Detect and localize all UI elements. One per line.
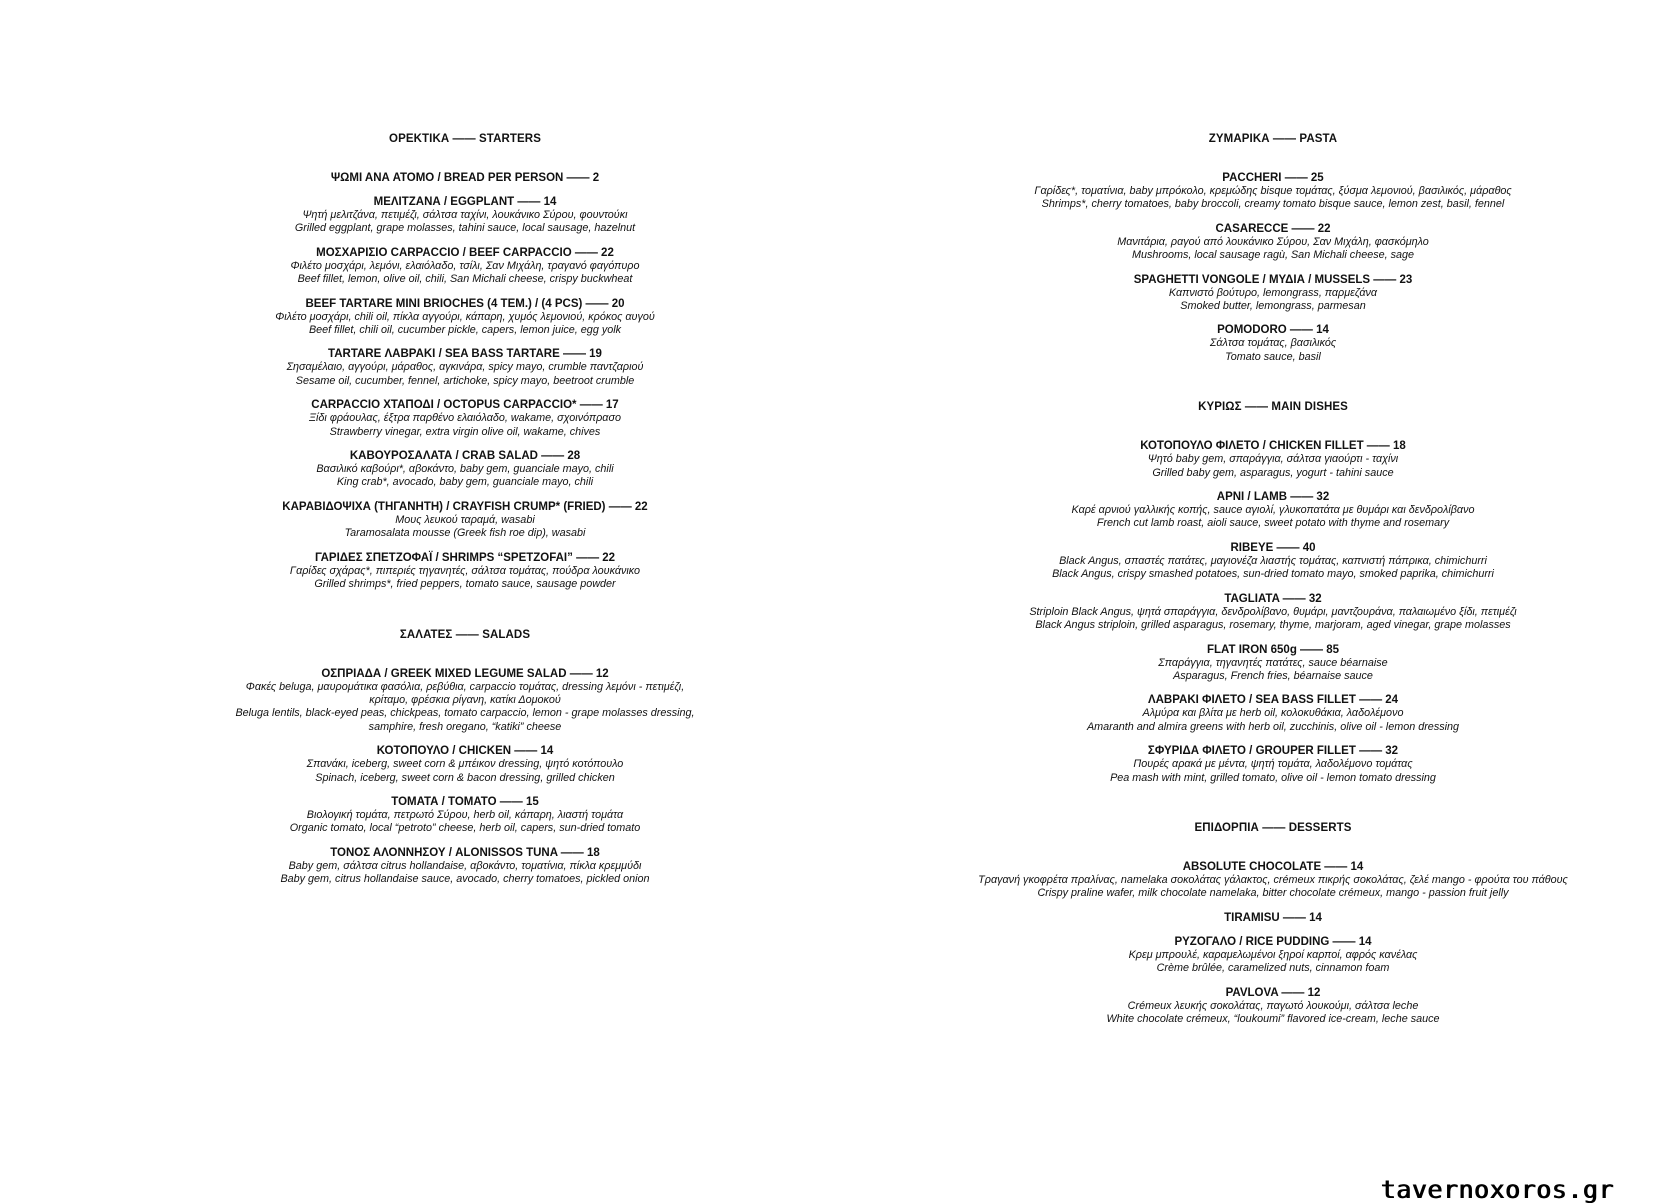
menu-item-title: SPAGHETTI VONGOLE / ΜΥΔΙΑ / MUSSELS —— 23 [1133, 273, 1413, 286]
menu-item-description: Amaranth and almira greens with herb oil, zucchinis, olive oil - lemon dressing [1086, 720, 1460, 733]
menu-item-title: ABSOLUTE CHOCOLATE —— 14 [1182, 860, 1364, 873]
menu-item [60, 744, 870, 785]
menu-item-title: ΚΑΡΑΒΙΔΟΨΙΧΑ (ΤΗΓΑΝΗΤΗ) / CRAYFISH CRUMP* (FRIED) —— 22 [282, 500, 648, 513]
menu-item-description: Τραγανή γκοφρέτα πραλίνας, namelaka σοκολάτας γάλακτος, crémeux πικρής σοκολάτας, ζελέ mango - φρούτα του πάθους [978, 873, 1568, 886]
menu-item [60, 551, 870, 592]
menu-item [60, 795, 870, 836]
menu-item-description: Black Angus, crispy smashed potatoes, sun-dried tomato mayo, smoked paprika, chimichurri [1052, 568, 1494, 581]
menu-item [60, 297, 870, 338]
section-title: ΚΥΡΙΩΣ —— MAIN DISHES [1198, 401, 1348, 414]
menu-item-description: Αλμύρα και βλίτα με herb oil, κολοκυθάκια, λαδολέμονο [1142, 707, 1404, 720]
menu-item [858, 171, 1663, 212]
menu-item-title: POMODORO —— 14 [1217, 324, 1329, 337]
menu-column-right [858, 132, 1663, 1036]
menu-item-title: ΜΕΛΙΤΖΑΝΑ / EGGPLANT —— 14 [373, 196, 557, 208]
menu-item-description: Ξίδι φράουλας, έξτρα παρθένο ελαιόλαδο, wakame, σχοινόπρασο [309, 412, 621, 425]
menu-item-title: FLAT IRON 650g —— 85 [1206, 643, 1340, 656]
section-spacer [60, 602, 870, 628]
section-title: ΕΠΙΔΟΡΠΙΑ —— DESSERTS [1194, 821, 1352, 834]
menu-item-title: PACCHERI —— 25 [1222, 172, 1324, 184]
section-title: ΟΡΕΚΤΙΚΑ —— STARTERS [389, 133, 541, 145]
menu-item-description: Καπνιστό βούτυρο, lemongrass, παρμεζάνα [1168, 286, 1378, 299]
menu-item-description: French cut lamb roast, aioli sauce, sweet potato with thyme and rosemary [1096, 517, 1450, 530]
menu-item-description: Crispy praline wafer, milk chocolate namelaka, bitter chocolate crémeux, mango - passion fruit jelly [1037, 887, 1509, 900]
menu-item-description: Smoked butter, lemongrass, parmesan [1180, 300, 1366, 313]
menu-item-title: ΤΟΝΟΣ ΑΛΟΝΝΗΣΟΥ / ALONISSOS TUNA —— 18 [330, 846, 600, 859]
menu-section [858, 400, 1663, 785]
section-title: ΣΑΛΑΤΕΣ —— SALADS [399, 628, 531, 641]
menu-item-description: Asparagus, French fries, béarnaise sauce [1173, 669, 1373, 682]
menu-item [60, 347, 870, 388]
menu-item-description: κρίταμο, φρέσκια ρίγανη, κατίκι Δομοκού [369, 693, 561, 706]
menu-item-description: Organic tomato, local “petroto” cheese, herb oil, capers, sun-dried tomato [289, 822, 641, 835]
menu-item-title: BEEF TARTARE MINI BRIOCHES (4 ΤΕΜ.) / (4 PCS) —— 20 [305, 297, 625, 310]
menu-item-description: Ψητή μελιτζάνα, πετιμέζι, σάλτσα ταχίνι, λουκάνικο Σύρου, φουντούκι [302, 209, 628, 221]
menu-item [858, 744, 1663, 785]
menu-item-description: Βιολογική τομάτα, πετρωτό Σύρου, herb oil, κάπαρη, λιαστή τομάτα [306, 808, 624, 821]
menu-item [60, 246, 870, 287]
menu-item-description: Σησαμέλαιο, αγγούρι, μάραθος, αγκινάρα, spicy mayo, crumble παντζαριού [286, 361, 644, 374]
menu-item-description: Baby gem, citrus hollandaise sauce, avocado, cherry tomatoes, pickled onion [280, 873, 650, 886]
menu-item-description: Καρέ αρνιού γαλλικής κοπής, sauce αγιολί, γλυκοπατάτα με θυμάρι και δενδρολίβανο [1071, 504, 1475, 517]
menu-item-title: ΣΦΥΡΙΔΑ ΦΙΛΕΤΟ / GROUPER FILLET —— 32 [1147, 745, 1399, 758]
menu-item-description: King crab*, avocado, baby gem, guanciale mayo, chili [336, 476, 594, 489]
menu-section [858, 821, 1663, 1026]
menu-item [60, 171, 870, 185]
menu-item [60, 667, 870, 735]
menu-item-description: Crémeux λευκής σοκολάτας, παγωτό λουκούμι, σάλτσα leche [1127, 999, 1419, 1012]
section-spacer [858, 795, 1663, 821]
menu-item-description: Μους λευκού ταραμά, wasabi [395, 513, 535, 526]
menu-item [858, 541, 1663, 582]
menu-item-description: Taramosalata mousse (Greek fish roe dip), wasabi [344, 527, 586, 540]
menu-item-title: TARTARE ΛΑΒΡΑΚΙ / SEA BASS TARTARE —— 19 [328, 348, 602, 361]
menu-item-description: Ψητό baby gem, σπαράγγια, σάλτσα γιαούρτι - ταχίνι [1147, 453, 1399, 466]
menu-item-description: Grilled baby gem, asparagus, yogurt - tahini sauce [1152, 466, 1394, 479]
menu-item-description: Γαρίδες σχάρας*, πιπεριές τηγανητές, σάλτσα τομάτας, πούδρα λουκάνικο [289, 564, 641, 577]
menu-item-description: Σπανάκι, iceberg, sweet corn & μπέικον dressing, ψητό κοτόπουλο [306, 758, 624, 771]
menu-item [858, 693, 1663, 734]
menu-item-title: ΜΟΣΧΑΡΙΣΙΟ CARPACCIO / BEEF CARPACCIO —— 22 [316, 246, 614, 259]
menu-item-description: Striploin Black Angus, ψητά σπαράγγια, δενδρολίβανο, θυμάρι, μαντζουράνα, παλαιωμένο ξίδι, πετιμέζι [1029, 605, 1517, 618]
menu-item-title: ΡΥΖΟΓΑΛΟ / RICE PUDDING —— 14 [1174, 935, 1372, 948]
menu-item-title: ΛΑΒΡΑΚΙ ΦΙΛΕΤΟ / SEA BASS FILLET —— 24 [1147, 694, 1399, 707]
menu-item-description: Σπαράγγια, τηγανητές πατάτες, sauce béarnaise [1158, 656, 1388, 669]
menu-section [858, 132, 1663, 364]
menu-item [858, 643, 1663, 684]
menu-item-description: Βασιλικό καβούρι*, αβοκάντο, baby gem, guanciale mayo, chili [316, 463, 614, 476]
menu-item-description: Κρεμ μπρουλέ, καραμελωμένοι ξηροί καρποί, αφρός κανέλας [1128, 948, 1418, 961]
menu-item [858, 986, 1663, 1027]
menu-item [60, 846, 870, 887]
menu-item-description: Mushrooms, local sausage ragù, San Michali cheese, sage [1131, 249, 1415, 262]
menu-item-description: Crème brûlée, caramelized nuts, cinnamon foam [1156, 962, 1390, 975]
menu-item [858, 592, 1663, 633]
menu-item-title: ΚΑΒΟΥΡΟΣΑΛΑΤΑ / CRAB SALAD —— 28 [349, 450, 581, 463]
menu-section [60, 628, 870, 887]
section-spacer [858, 374, 1663, 400]
menu-item [858, 273, 1663, 314]
menu-item [858, 860, 1663, 901]
menu-item [60, 500, 870, 541]
menu-item-description: Sesame oil, cucumber, fennel, artichoke, spicy mayo, beetroot crumble [295, 374, 635, 387]
menu-item-description: Πουρές αρακά με μέντα, ψητή τομάτα, λαδολέμονο τομάτας [1133, 758, 1413, 771]
menu-item [858, 490, 1663, 531]
menu-item-description: Σάλτσα τομάτας, βασιλικός [1209, 337, 1337, 350]
menu-section [60, 132, 870, 592]
menu-item [60, 195, 870, 236]
menu-item-title: PAVLOVA —— 12 [1225, 986, 1321, 999]
menu-item-description: Black Angus striploin, grilled asparagus, rosemary, thyme, marjoram, aged vinegar, grape molasses [1035, 619, 1511, 632]
menu-item-description: Grilled eggplant, grape molasses, tahini sauce, local sausage, hazelnut [294, 222, 636, 235]
menu-column-left [60, 132, 870, 897]
menu-item-description: White chocolate crémeux, “loukoumi” flavored ice-cream, leche sauce [1106, 1012, 1440, 1025]
menu-item-title: CARPACCIO ΧΤΑΠΟΔΙ / OCTOPUS CARPACCIO* —— 17 [311, 399, 619, 412]
menu-item-title: ΟΣΠΡΙΑΔΑ / GREEK MIXED LEGUME SALAD —— 12 [321, 667, 609, 680]
menu-item-description: Beef fillet, lemon, olive oil, chili, San Michali cheese, crispy buckwheat [297, 273, 633, 286]
menu-item-description: Pea mash with mint, grilled tomato, olive oil - lemon tomato dressing [1110, 771, 1436, 784]
menu-item-title: CASARECCE —— 22 [1215, 222, 1331, 235]
menu-item-description: Beef fillet, chili oil, cucumber pickle, capers, lemon juice, egg yolk [308, 324, 622, 337]
menu-item-description: samphire, fresh oregano, “katiki” cheese [368, 720, 562, 733]
menu-item-title: ΤΟΜΑΤΑ / TOMATO —— 15 [391, 795, 539, 808]
menu-item-title: TIRAMISU —— 14 [1224, 911, 1322, 924]
watermark-text: tavernoxoros.gr [1380, 1175, 1614, 1204]
menu-item-description: Φακές beluga, μαυρομάτικα φασόλια, ρεβύθια, carpaccio τομάτας, dressing λεμόνι - πετιμέζι, [245, 680, 685, 693]
menu-item [60, 449, 870, 490]
menu-item-title: RIBEYE —— 40 [1230, 541, 1316, 554]
menu-item-title: ΨΩΜΙ ΑΝΑ ΑΤΟΜΟ / BREAD PER PERSON —— 2 [330, 172, 600, 184]
menu-item-title: ΑΡΝΙ / LAMB —— 32 [1216, 491, 1330, 504]
menu-item-description: Φιλέτο μοσχάρι, chili oil, πίκλα αγγούρι, κάπαρη, χυμός λεμονιού, κρόκος αυγού [275, 310, 655, 323]
menu-item-title: ΚΟΤΟΠΟΥΛΟ ΦΙΛΕΤΟ / CHICKEN FILLET —— 18 [1140, 440, 1406, 453]
menu-item-description: Beluga lentils, black-eyed peas, chickpeas, tomato carpaccio, lemon - grape molasses dressing, [235, 707, 695, 720]
menu-item-description: Tomato sauce, basil [1225, 350, 1321, 363]
menu-item [858, 935, 1663, 976]
menu-item [60, 398, 870, 439]
menu-item-description: Μανιτάρια, ραγού από λουκάνικο Σύρου, Σαν Μιχάλη, φασκόμηλο [1117, 235, 1429, 248]
menu-item [858, 222, 1663, 263]
menu-item-description: Black Angus, σπαστές πατάτες, μαγιονέζα λιαστής τομάτας, καπνιστή πάπρικα, chimichurri [1059, 554, 1487, 567]
menu-item [858, 911, 1663, 925]
menu-item-description: Grilled shrimps*, fried peppers, tomato sauce, sausage powder [314, 578, 616, 591]
section-title: ΖΥΜΑΡΙΚΑ —— PASTA [1208, 133, 1338, 145]
menu-item-description: Strawberry vinegar, extra virgin olive oil, wakame, chives [329, 425, 601, 438]
menu-item-title: TAGLIATA —— 32 [1224, 592, 1322, 605]
menu-item-title: ΓΑΡΙΔΕΣ ΣΠΕΤΖΟΦΑΪ / SHRIMPS “SPETZOFAI” —— 22 [314, 551, 616, 564]
menu-item-description: Γαρίδες*, τοματίνια, baby μπρόκολο, κρεμώδης bisque τομάτας, ξύσμα λεμονιού, βασιλικός, μάραθος [1034, 185, 1512, 197]
menu-item [858, 439, 1663, 480]
menu-item-description: Φιλέτο μοσχάρι, λεμόνι, ελαιόλαδο, τσίλι, Σαν Μιχάλη, τραγανό φαγόπυρο [290, 259, 640, 272]
menu-item [858, 323, 1663, 364]
menu-item-description: Spinach, iceberg, sweet corn & bacon dressing, grilled chicken [315, 771, 615, 784]
menu-item-description: Shrimps*, cherry tomatoes, baby broccoli, creamy tomato bisque sauce, lemon zest, basil, fennel [1041, 198, 1505, 211]
menu-item-title: ΚΟΤΟΠΟΥΛΟ / CHICKEN —— 14 [376, 745, 554, 758]
menu-item-description: Baby gem, σάλτσα citrus hollandaise, αβοκάντο, τοματίνια, πίκλα κρεμμύδι [288, 859, 642, 872]
